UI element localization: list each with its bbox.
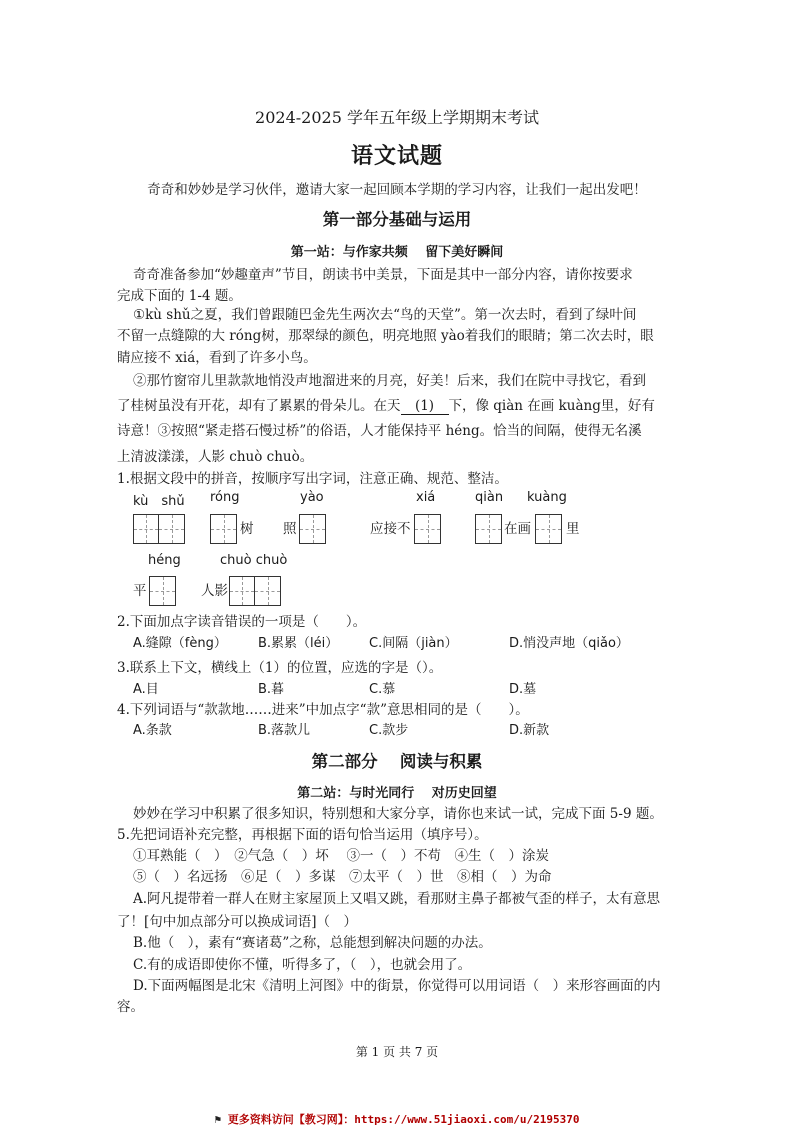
question-5b: B.他（ ），素有“赛诸葛”之称，总能想到解决问题的办法。 [133,935,492,951]
box-label: 照 [283,521,297,537]
page-number: 第 1 页 共 7 页 [355,1045,439,1059]
answer-box-qian[interactable] [475,514,502,544]
intro-text: 奇奇和妙妙是学习伙伴，邀请大家一起回顾本学期的学习内容，让我们一起出发吧！ [147,182,647,198]
question-2: 2.下面加点字读音错误的一项是（ ）。 [117,614,367,630]
question-3: 3.联系上下文，横线上（1）的位置，应选的字是（）。 [117,660,443,676]
passage-line: 睛应接不 xiá，看到了许多小鸟。 [117,350,317,366]
subject-title: 语文试题 [350,143,443,169]
question-5d: D.下面两幅图是北宋《清明上河图》中的街景，你觉得可以用词语（ ）来形容画面的内 [133,978,661,994]
tian-grid-cell[interactable] [211,515,236,543]
q3-option-b[interactable]: B.暮 [258,682,285,697]
answer-boxes-kushu[interactable] [133,514,185,544]
part1-instruction-cont: 完成下面的 1-4 题。 [117,288,242,304]
answer-boxes-chuochuo[interactable] [229,576,281,606]
tian-grid-cell[interactable] [134,515,159,543]
pinyin-label: yào [300,490,324,505]
tian-grid-cell[interactable] [476,515,501,543]
tian-grid-cell[interactable] [230,577,255,605]
q2-option-b[interactable]: B.累累（léi） [258,636,339,651]
pinyin-label: róng [210,490,240,505]
q2-option-a[interactable]: A.缝隙（fèng） [133,636,227,651]
pinyin-label: xiá [416,490,436,505]
resource-link-text[interactable]: 更多资料访问【教习网】：https://www.51jiaoxi.com/u/2195370 [227,1113,580,1126]
box-label: 应接不 [370,521,411,537]
tian-grid-cell[interactable] [159,515,184,543]
q4-option-b[interactable]: B.落款儿 [258,723,311,738]
idiom-list-row: ⑤（ ）名远扬 ⑥足（ ）多谋 ⑦太平（ ）世 ⑧相（ ）为命 [133,869,552,885]
fill-blank-1[interactable]: (1) [401,398,449,415]
pinyin-label: kuàng [527,490,567,505]
question-5d-cont: 容。 [117,999,144,1015]
q4-option-d[interactable]: D.新款 [509,723,550,738]
passage-line [117,396,677,416]
station1-title: 第一站：与作家共频 留下美好瞬间 [290,245,504,260]
part1-instruction: 奇奇准备参加“妙趣童声”节目，朗读书中美景，下面是其中一部分内容，请你按要求 [133,267,633,283]
passage-text: 了桂树虽没有开花，却有了累累的骨朵儿。在天 [117,398,401,414]
tian-grid-cell[interactable] [536,515,561,543]
box-label: 平 [133,583,147,599]
tian-grid-cell[interactable] [255,577,280,605]
tian-grid-cell[interactable] [300,515,325,543]
box-label: 人影 [201,583,228,599]
pinyin-label: chuò chuò [220,553,288,568]
question-1: 1.根据文段中的拼音，按顺序写出字词，注意正确、规范、整洁。 [117,471,508,487]
part2-title: 第二部分 阅读与积累 [311,752,483,771]
q2-option-d[interactable]: D.悄没声地（qiǎo） [509,636,629,651]
part2-intro: 妙妙在学习中积累了很多知识，特别想和大家分享，请你也来试一试，完成下面 5-9 题。 [133,806,663,822]
answer-box-yao[interactable] [299,514,326,544]
flag-icon: ⚑ [214,1113,228,1126]
passage-text: 下，像 qiàn 在画 kuàng里，好有 [448,398,655,414]
station2-title: 第二站：与时光同行 对历史回望 [297,786,497,801]
part1-title: 第一部分基础与运用 [322,210,472,229]
pinyin-label: héng [148,553,181,568]
q3-option-d[interactable]: D.墓 [509,682,537,697]
passage-line: 上清波漾漾，人影 chuò chuò。 [117,449,314,465]
box-label: 树 [240,521,254,537]
question-5a: A.阿凡提带着一群人在财主家屋顶上又唱又跳，看那财主鼻子都被气歪的样子，太有意思 [133,891,661,907]
passage-line: ①kù shǔ之夏，我们曾跟随巴金先生两次去“鸟的天堂”。第一次去时，看到了绿叶间 [133,307,637,323]
q4-option-c[interactable]: C.款步 [369,723,409,738]
question-5: 5.先把词语补充完整，再根据下面的语句恰当运用（填序号）。 [117,827,488,843]
box-label: 里 [566,521,580,537]
idiom-list-row: ①耳熟能（ ） ②气急（ ）坏 ③一（ ）不苟 ④生（ ）涂炭 [133,848,550,864]
answer-box-xia[interactable] [414,514,441,544]
question-4: 4.下列词语与“款款地……进来”中加点字“款”意思相同的是（ ）。 [117,702,529,718]
q4-option-a[interactable]: A.条款 [133,723,172,738]
q3-option-c[interactable]: C.慕 [369,682,396,697]
pinyin-label: kù shǔ [133,494,185,509]
passage-line: 诗意！③按照“紧走搭石慢过桥”的俗语，人才能保持平 héng。恰当的间隔，使得无名溪 [117,423,642,439]
answer-box-heng[interactable] [149,576,176,606]
q3-option-a[interactable]: A.目 [133,682,159,697]
exam-title: 2024-2025 学年五年级上学期期末考试 [255,108,539,127]
passage-line: 不留一点缝隙的大 róng树，那翠绿的颜色，明亮地照 yào着我们的眼睛；第二次去时，眼 [117,328,654,344]
resource-link[interactable] [0,1111,794,1127]
box-label: 在画 [504,521,531,537]
passage-line: ②那竹窗帘儿里款款地悄没声地溜进来的月亮，好美！后来，我们在院中寻找它，看到 [133,373,646,389]
q2-option-c[interactable]: C.间隔（jiàn） [369,636,458,651]
answer-box-rong[interactable] [210,514,237,544]
pinyin-label: qiàn [475,490,504,505]
tian-grid-cell[interactable] [415,515,440,543]
tian-grid-cell[interactable] [150,577,175,605]
answer-box-kuang[interactable] [535,514,562,544]
question-5a-cont: 了！[句中加点部分可以换成词语]（ ） [117,914,358,930]
question-5c: C.有的成语即使你不懂，听得多了，（ ），也就会用了。 [133,957,472,973]
